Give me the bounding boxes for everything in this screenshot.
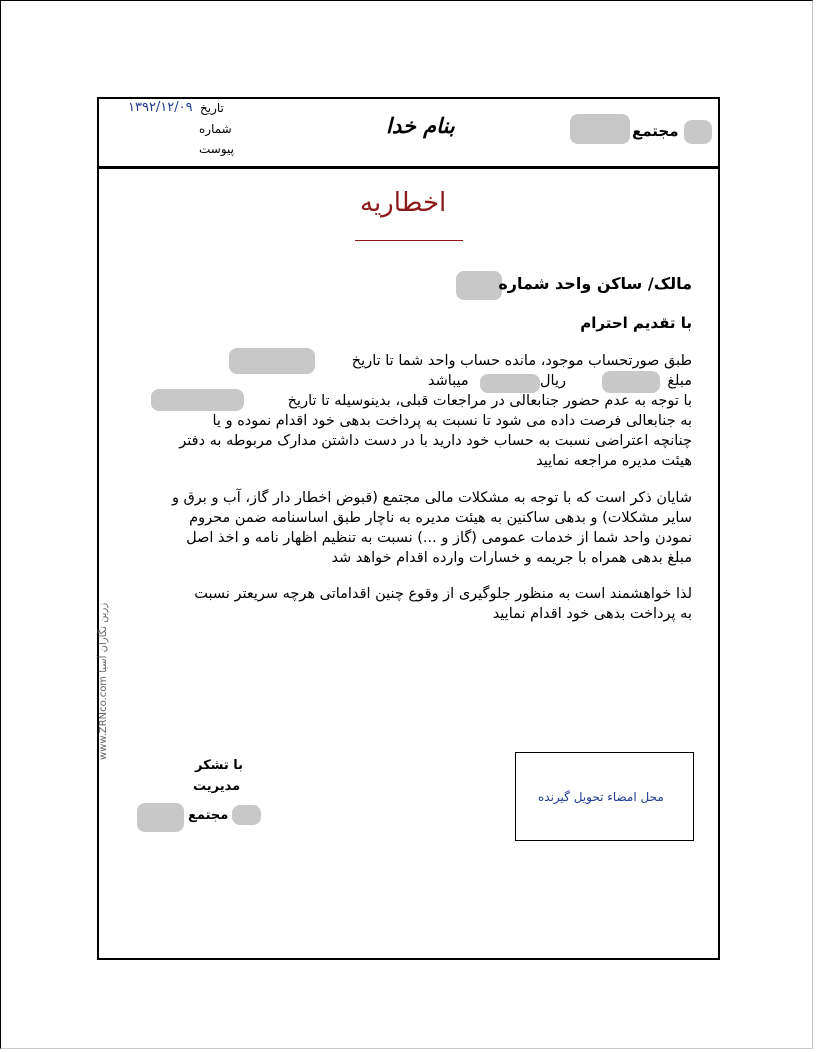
paragraph1-line1: طبق صورتحساب موجود، مانده حساب واحد شما تا تاریخ xyxy=(351,353,692,369)
signature-box-label: محل امضاء تحویل گیرنده xyxy=(538,790,664,804)
complex-label: مجتمع xyxy=(632,122,679,140)
date-label: تاریخ xyxy=(200,101,224,115)
paragraph3-line2: به پرداخت بدهی خود اقدام نمایید xyxy=(492,606,692,622)
closing-thanks: با تشکر xyxy=(195,758,244,773)
redacted-closing-complex-suffix xyxy=(232,805,261,825)
redacted-amount-words xyxy=(480,374,540,393)
number-label: شماره xyxy=(199,122,232,136)
calligraphy-logo: بنام خدا xyxy=(386,113,455,138)
side-credit: www.ZRNco.com زرین نگاران آسیا xyxy=(98,602,109,760)
redacted-complex-name xyxy=(570,114,630,144)
redacted-date-1 xyxy=(229,348,315,374)
header-divider xyxy=(97,166,720,169)
paragraph1-line6: هیئت مدیره مراجعه نمایید xyxy=(536,453,692,469)
paragraph1-line4: به جنابعالی فرصت داده می شود تا نسبت به پرداخت بدهی خود اقدام نموده و یا xyxy=(212,413,692,429)
respect-line: با تقدیم احترام xyxy=(580,314,692,332)
closing-management: مدیریت xyxy=(193,779,241,794)
paragraph3-line1: لذا خواهشمند است به منظور جلوگیری از وقوع چنین اقداماتی هرچه سریعتر نسبت xyxy=(194,586,692,602)
date-value: ۱۳۹۲/۱۲/۰۹ xyxy=(128,100,193,115)
amount-label: مبلغ xyxy=(667,373,692,389)
redacted-unit-number xyxy=(456,271,502,300)
redacted-amount xyxy=(602,371,660,393)
paragraph2-line1: شایان ذکر است که با توجه به مشکلات مالی مجتمع (قبوض اخطار دار گاز، آب و برق و xyxy=(171,490,692,506)
redacted-closing-complex-name xyxy=(137,803,184,832)
paragraph2-line4: مبلغ بدهی همراه با جریمه و خسارات وارده اقدام خواهد شد xyxy=(331,550,692,566)
rial-label: ریال xyxy=(540,373,566,389)
paragraph2-line3: نمودن واحد شما از خدمات عمومی (گاز و ...) نسبت به تنظیم اظهار نامه و اخذ اصل xyxy=(186,530,692,546)
redacted-date-2 xyxy=(151,389,244,411)
title-underline xyxy=(355,240,463,241)
salutation: مالک/ ساکن واحد شماره xyxy=(498,274,692,293)
is-label: میباشد xyxy=(428,373,469,389)
redacted-complex-suffix xyxy=(684,120,712,144)
closing-complex-label: مجتمع xyxy=(188,808,229,823)
paragraph2-line2: سایر مشکلات) و بدهی ساکنین به هیئت مدیره به ناچار طبق اساسنامه ضمن محروم xyxy=(189,510,692,526)
notice-title: اخطاریه xyxy=(360,188,447,218)
attachment-label: پیوست xyxy=(199,142,234,156)
paragraph1-line3: با توجه به عدم حضور جنابعالی در مراجعات قبلی، بدینوسیله تا تاریخ xyxy=(287,393,692,409)
paragraph1-line5: چنانچه اعتراضی نسبت به حساب خود دارید با در دست داشتن مدارک مربوطه به دفتر xyxy=(179,433,692,449)
